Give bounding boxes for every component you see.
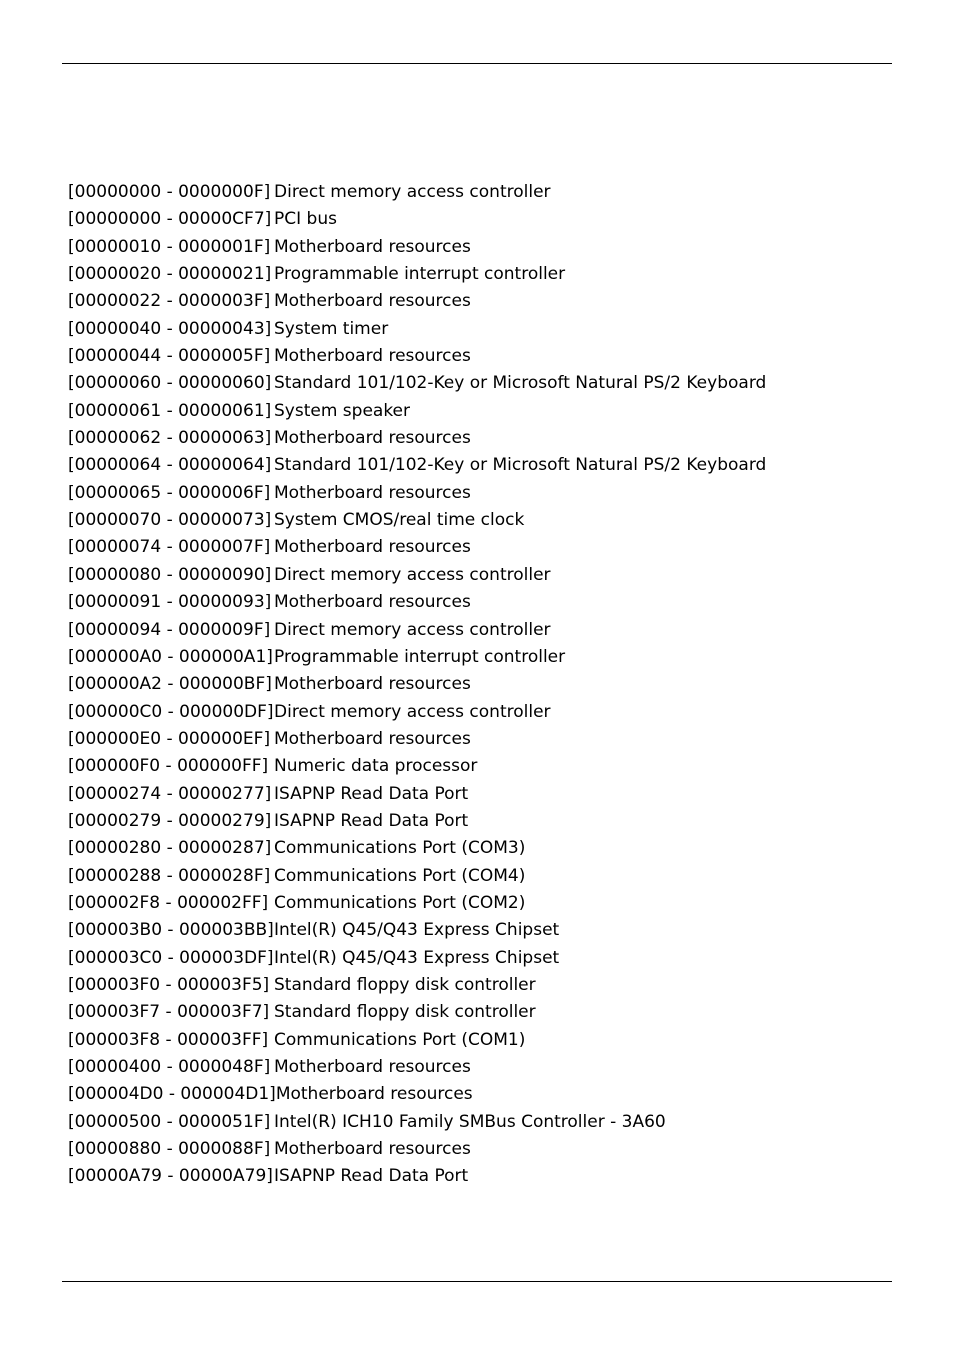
io-resource-row bbox=[68, 890, 766, 917]
io-resource-row bbox=[68, 1054, 766, 1081]
io-device-name: Motherboard resources bbox=[274, 291, 471, 312]
io-device-name: Standard floppy disk controller bbox=[274, 974, 536, 995]
io-resource-row bbox=[68, 917, 766, 944]
io-device-name: PCI bus bbox=[274, 209, 337, 230]
io-resource-row bbox=[68, 671, 766, 698]
io-resource-row bbox=[68, 808, 766, 835]
io-address-range: [00000094 - 0000009F] bbox=[68, 619, 271, 640]
io-resource-row bbox=[68, 343, 766, 370]
io-resource-row bbox=[68, 316, 766, 343]
io-device-name: Intel(R) Q45/Q43 Express Chipset bbox=[274, 947, 560, 968]
io-device-name: Motherboard resources bbox=[274, 1139, 471, 1160]
io-device-name: System CMOS/real time clock bbox=[274, 510, 525, 531]
io-address-range: [00000064 - 00000064] bbox=[68, 455, 272, 476]
io-address-range: [00000274 - 00000277] bbox=[68, 783, 272, 804]
io-address-range: [000000C0 - 000000DF] bbox=[68, 701, 274, 722]
io-device-name: ISAPNP Read Data Port bbox=[274, 810, 469, 831]
io-resource-row bbox=[68, 1109, 766, 1136]
io-resource-row bbox=[68, 589, 766, 616]
io-device-name: Motherboard resources bbox=[274, 537, 471, 558]
io-device-name: Direct memory access controller bbox=[274, 701, 551, 722]
io-device-name: Communications Port (COM2) bbox=[274, 892, 526, 913]
io-resource-row bbox=[68, 644, 766, 671]
io-device-name: Direct memory access controller bbox=[274, 564, 551, 585]
io-address-range: [000003F7 - 000003F7] bbox=[68, 1002, 270, 1023]
io-address-range: [00000000 - 00000CF7] bbox=[68, 209, 272, 230]
io-resource-row bbox=[68, 370, 766, 397]
io-device-name: Communications Port (COM4) bbox=[274, 865, 526, 886]
io-resource-row bbox=[68, 425, 766, 452]
io-address-range: [000002F8 - 000002FF] bbox=[68, 892, 269, 913]
io-resource-row bbox=[68, 617, 766, 644]
io-address-range: [00000279 - 00000279] bbox=[68, 810, 272, 831]
io-device-name: ISAPNP Read Data Port bbox=[274, 1166, 469, 1187]
io-address-range: [00000880 - 0000088F] bbox=[68, 1139, 271, 1160]
io-resource-row bbox=[68, 452, 766, 479]
io-resource-row bbox=[68, 1136, 766, 1163]
io-resource-row bbox=[68, 999, 766, 1026]
footer-rule bbox=[62, 1281, 892, 1282]
io-resource-row bbox=[68, 972, 766, 999]
io-address-range: [00000400 - 0000048F] bbox=[68, 1057, 271, 1077]
io-device-name: Programmable interrupt controller bbox=[274, 264, 566, 285]
io-device-name: Communications Port (COM3) bbox=[274, 838, 526, 859]
io-resource-row bbox=[68, 1081, 766, 1108]
io-resource-row bbox=[68, 179, 766, 206]
io-device-name: Direct memory access controller bbox=[274, 182, 551, 202]
io-address-range: [000004D0 - 000004D1] bbox=[68, 1084, 276, 1105]
io-address-range: [000003B0 - 000003BB] bbox=[68, 920, 274, 941]
io-address-range: [00000070 - 00000073] bbox=[68, 510, 272, 531]
io-device-name: Standard 101/102-Key or Microsoft Natural PS/2 Keyboard bbox=[274, 373, 767, 394]
io-resource-row bbox=[68, 288, 766, 315]
io-address-range: [00000044 - 0000005F] bbox=[68, 346, 271, 367]
io-resource-row bbox=[68, 398, 766, 425]
io-resource-row bbox=[68, 206, 766, 233]
io-address-range: [000003F8 - 000003FF] bbox=[68, 1029, 269, 1050]
io-device-name: Motherboard resources bbox=[274, 674, 471, 695]
io-address-range: [000000A2 - 000000BF] bbox=[68, 674, 272, 695]
io-device-name: Numeric data processor bbox=[274, 756, 478, 777]
io-address-range: [00000A79 - 00000A79] bbox=[68, 1166, 273, 1187]
io-resource-row bbox=[68, 781, 766, 808]
io-device-name: Direct memory access controller bbox=[274, 619, 551, 640]
io-device-name: System speaker bbox=[274, 400, 411, 421]
io-device-name: Intel(R) ICH10 Family SMBus Controller - 3A60 bbox=[274, 1111, 666, 1132]
io-address-range: [00000020 - 00000021] bbox=[68, 264, 272, 285]
io-address-range: [00000061 - 00000061] bbox=[68, 400, 272, 421]
io-resource-row bbox=[68, 534, 766, 561]
io-device-name: Intel(R) Q45/Q43 Express Chipset bbox=[274, 920, 560, 941]
io-device-name: ISAPNP Read Data Port bbox=[274, 783, 469, 804]
io-address-range: [000003F0 - 000003F5] bbox=[68, 974, 270, 995]
io-address-range: [00000288 - 0000028F] bbox=[68, 865, 271, 886]
io-address-range: [00000065 - 0000006F] bbox=[68, 482, 271, 503]
io-address-range: [00000000 - 0000000F] bbox=[68, 182, 271, 202]
io-resource-row bbox=[68, 726, 766, 753]
io-resource-row bbox=[68, 261, 766, 288]
io-address-range: [00000040 - 00000043] bbox=[68, 318, 272, 339]
io-device-name: Motherboard resources bbox=[274, 428, 471, 449]
io-resource-row bbox=[68, 1163, 766, 1190]
io-address-range: [000000F0 - 000000FF] bbox=[68, 756, 269, 777]
io-address-range: [000000E0 - 000000EF] bbox=[68, 728, 271, 749]
io-resource-row bbox=[68, 835, 766, 862]
io-resource-row bbox=[68, 234, 766, 261]
io-resource-row bbox=[68, 1027, 766, 1054]
io-device-name: Motherboard resources bbox=[274, 482, 471, 503]
header-rule bbox=[62, 63, 892, 64]
io-resource-row bbox=[68, 507, 766, 534]
io-device-name: Communications Port (COM1) bbox=[274, 1029, 526, 1050]
io-address-range: [000003C0 - 000003DF] bbox=[68, 947, 274, 968]
io-device-name: Programmable interrupt controller bbox=[274, 646, 566, 667]
io-address-range: [000000A0 - 000000A1] bbox=[68, 646, 273, 667]
io-address-range: [00000060 - 00000060] bbox=[68, 373, 272, 394]
io-device-name: Motherboard resources bbox=[275, 1084, 473, 1105]
io-address-range: [00000091 - 00000093] bbox=[68, 592, 272, 613]
io-device-name: System timer bbox=[274, 318, 389, 339]
io-device-name: Standard 101/102-Key or Microsoft Natural PS/2 Keyboard bbox=[274, 455, 767, 476]
io-resource-row bbox=[68, 753, 766, 780]
io-device-name: Standard floppy disk controller bbox=[274, 1002, 536, 1023]
io-address-range: [00000500 - 0000051F] bbox=[68, 1111, 271, 1132]
io-resource-row bbox=[68, 562, 766, 589]
io-resource-list bbox=[68, 179, 766, 1191]
io-resource-row bbox=[68, 699, 766, 726]
io-device-name: Motherboard resources bbox=[274, 592, 471, 613]
io-device-name: Motherboard resources bbox=[274, 1057, 471, 1077]
io-resource-row bbox=[68, 480, 766, 507]
io-address-range: [00000080 - 00000090] bbox=[68, 564, 272, 585]
io-device-name: Motherboard resources bbox=[274, 346, 471, 367]
io-resource-row bbox=[68, 863, 766, 890]
io-address-range: [00000074 - 0000007F] bbox=[68, 537, 271, 558]
io-address-range: [00000022 - 0000003F] bbox=[68, 291, 271, 312]
io-resource-row bbox=[68, 945, 766, 972]
io-address-range: [00000280 - 00000287] bbox=[68, 838, 272, 859]
io-device-name: Motherboard resources bbox=[274, 728, 471, 749]
io-address-range: [00000010 - 0000001F] bbox=[68, 236, 271, 257]
io-device-name: Motherboard resources bbox=[274, 236, 471, 257]
io-address-range: [00000062 - 00000063] bbox=[68, 428, 272, 449]
